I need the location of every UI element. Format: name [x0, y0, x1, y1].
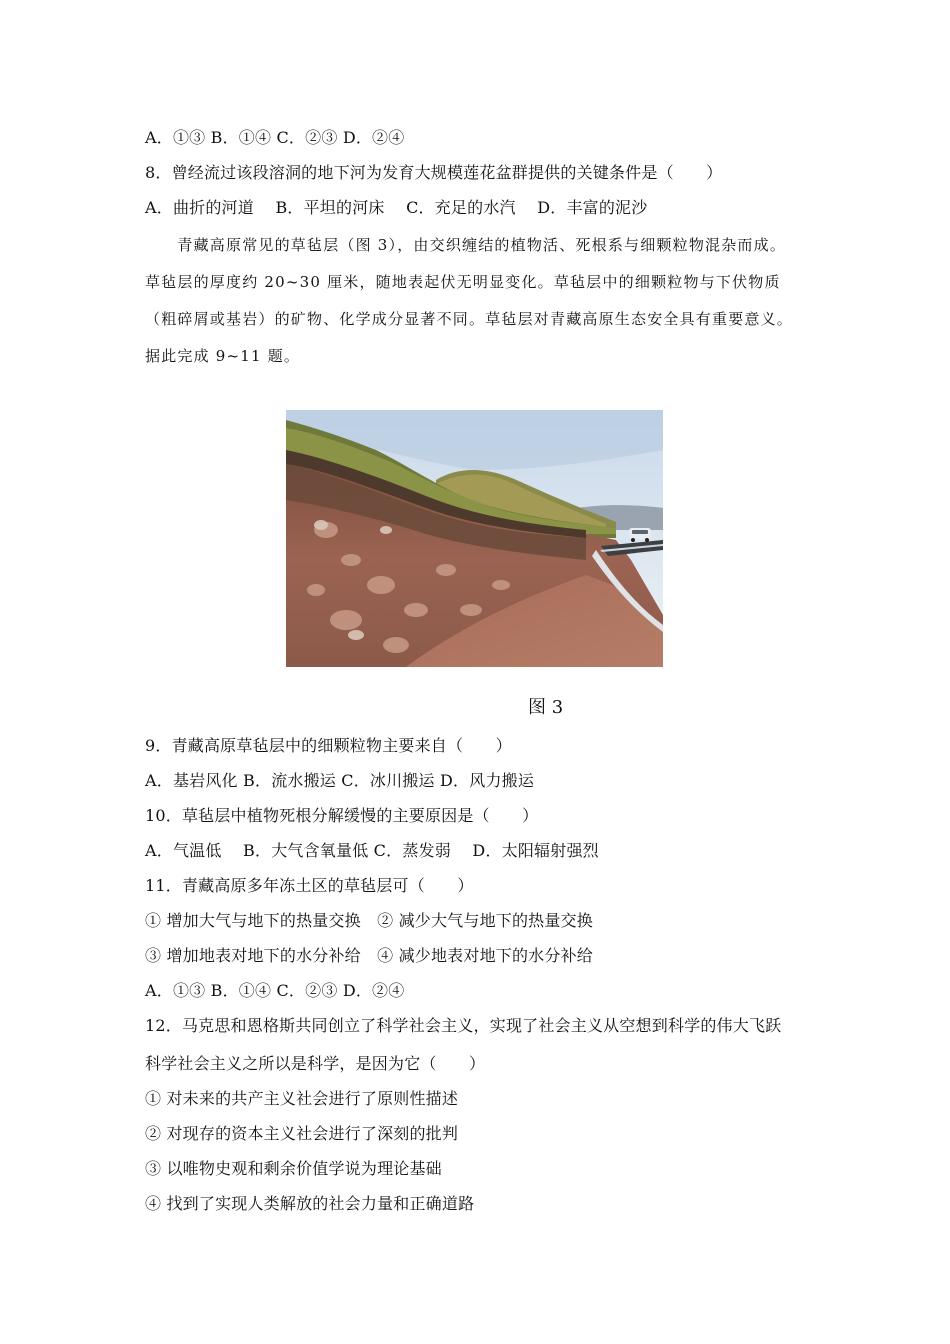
q11-stem: 11．青藏高原多年冻土区的草毡层可（ ）	[145, 876, 474, 895]
q12-statement-2: ② 对现存的资本主义社会进行了深刻的批判	[145, 1124, 459, 1143]
q11-statements-1: ① 增加大气与地下的热量交换 ② 减少大气与地下的热量交换	[145, 911, 593, 930]
q11-options: A．①③ B．①④ C．②③ D．②④	[145, 981, 405, 1000]
q12-stem-1: 12．马克思和恩格斯共同创立了科学社会主义，实现了社会主义从空想到科学的伟大飞跃	[145, 1016, 782, 1035]
passage-line-1: 青藏高原常见的草毡层（图 3），由交织缠结的植物活、死根系与细颗粒物混杂而成。	[145, 236, 787, 254]
q12-statement-3: ③ 以唯物史观和剩余价值学说为理论基础	[145, 1159, 442, 1178]
q8-stem: 8．曾经流过该段溶洞的地下河为发育大规模莲花盆群提供的关键条件是（ ）	[145, 163, 723, 182]
q11-statements-2: ③ 增加地表对地下的水分补给 ④ 减少地表对地下的水分补给	[145, 946, 593, 965]
q7-options: A．①③ B．①④ C．②③ D．②④	[145, 128, 405, 147]
q12-stem-2: 科学社会主义之所以是科学，是因为它（ ）	[145, 1054, 486, 1073]
q10-stem: 10．草毡层中植物死根分解缓慢的主要原因是（ ）	[145, 806, 539, 825]
passage-line-3: （粗碎屑或基岩）的矿物、化学成分显著不同。草毡层对青藏高原生态安全具有重要意义。	[145, 310, 794, 328]
q10-options: A．气温低 B．大气含氧量低 C．蒸发弱 D．太阳辐射强烈	[145, 841, 599, 860]
passage-line-2: 草毡层的厚度约 20~30 厘米，随地表起伏无明显变化。草毡层中的细颗粒物与下伏物质	[145, 273, 781, 291]
figure-3-photo	[286, 410, 663, 667]
q12-statement-1: ① 对未来的共产主义社会进行了原则性描述	[145, 1089, 459, 1108]
figure-caption: 图 3	[528, 697, 564, 718]
passage-line-4: 据此完成 9~11 题。	[145, 347, 301, 365]
q9-stem: 9．青藏高原草毡层中的细颗粒物主要来自（ ）	[145, 736, 512, 755]
q8-options: A．曲折的河道 B．平坦的河床 C．充足的水汽 D．丰富的泥沙	[145, 198, 648, 217]
q9-options: A．基岩风化 B．流水搬运 C．冰川搬运 D．风力搬运	[145, 771, 535, 790]
q12-statement-4: ④ 找到了实现人类解放的社会力量和正确道路	[145, 1194, 475, 1213]
soil-profile-photo	[286, 410, 663, 667]
